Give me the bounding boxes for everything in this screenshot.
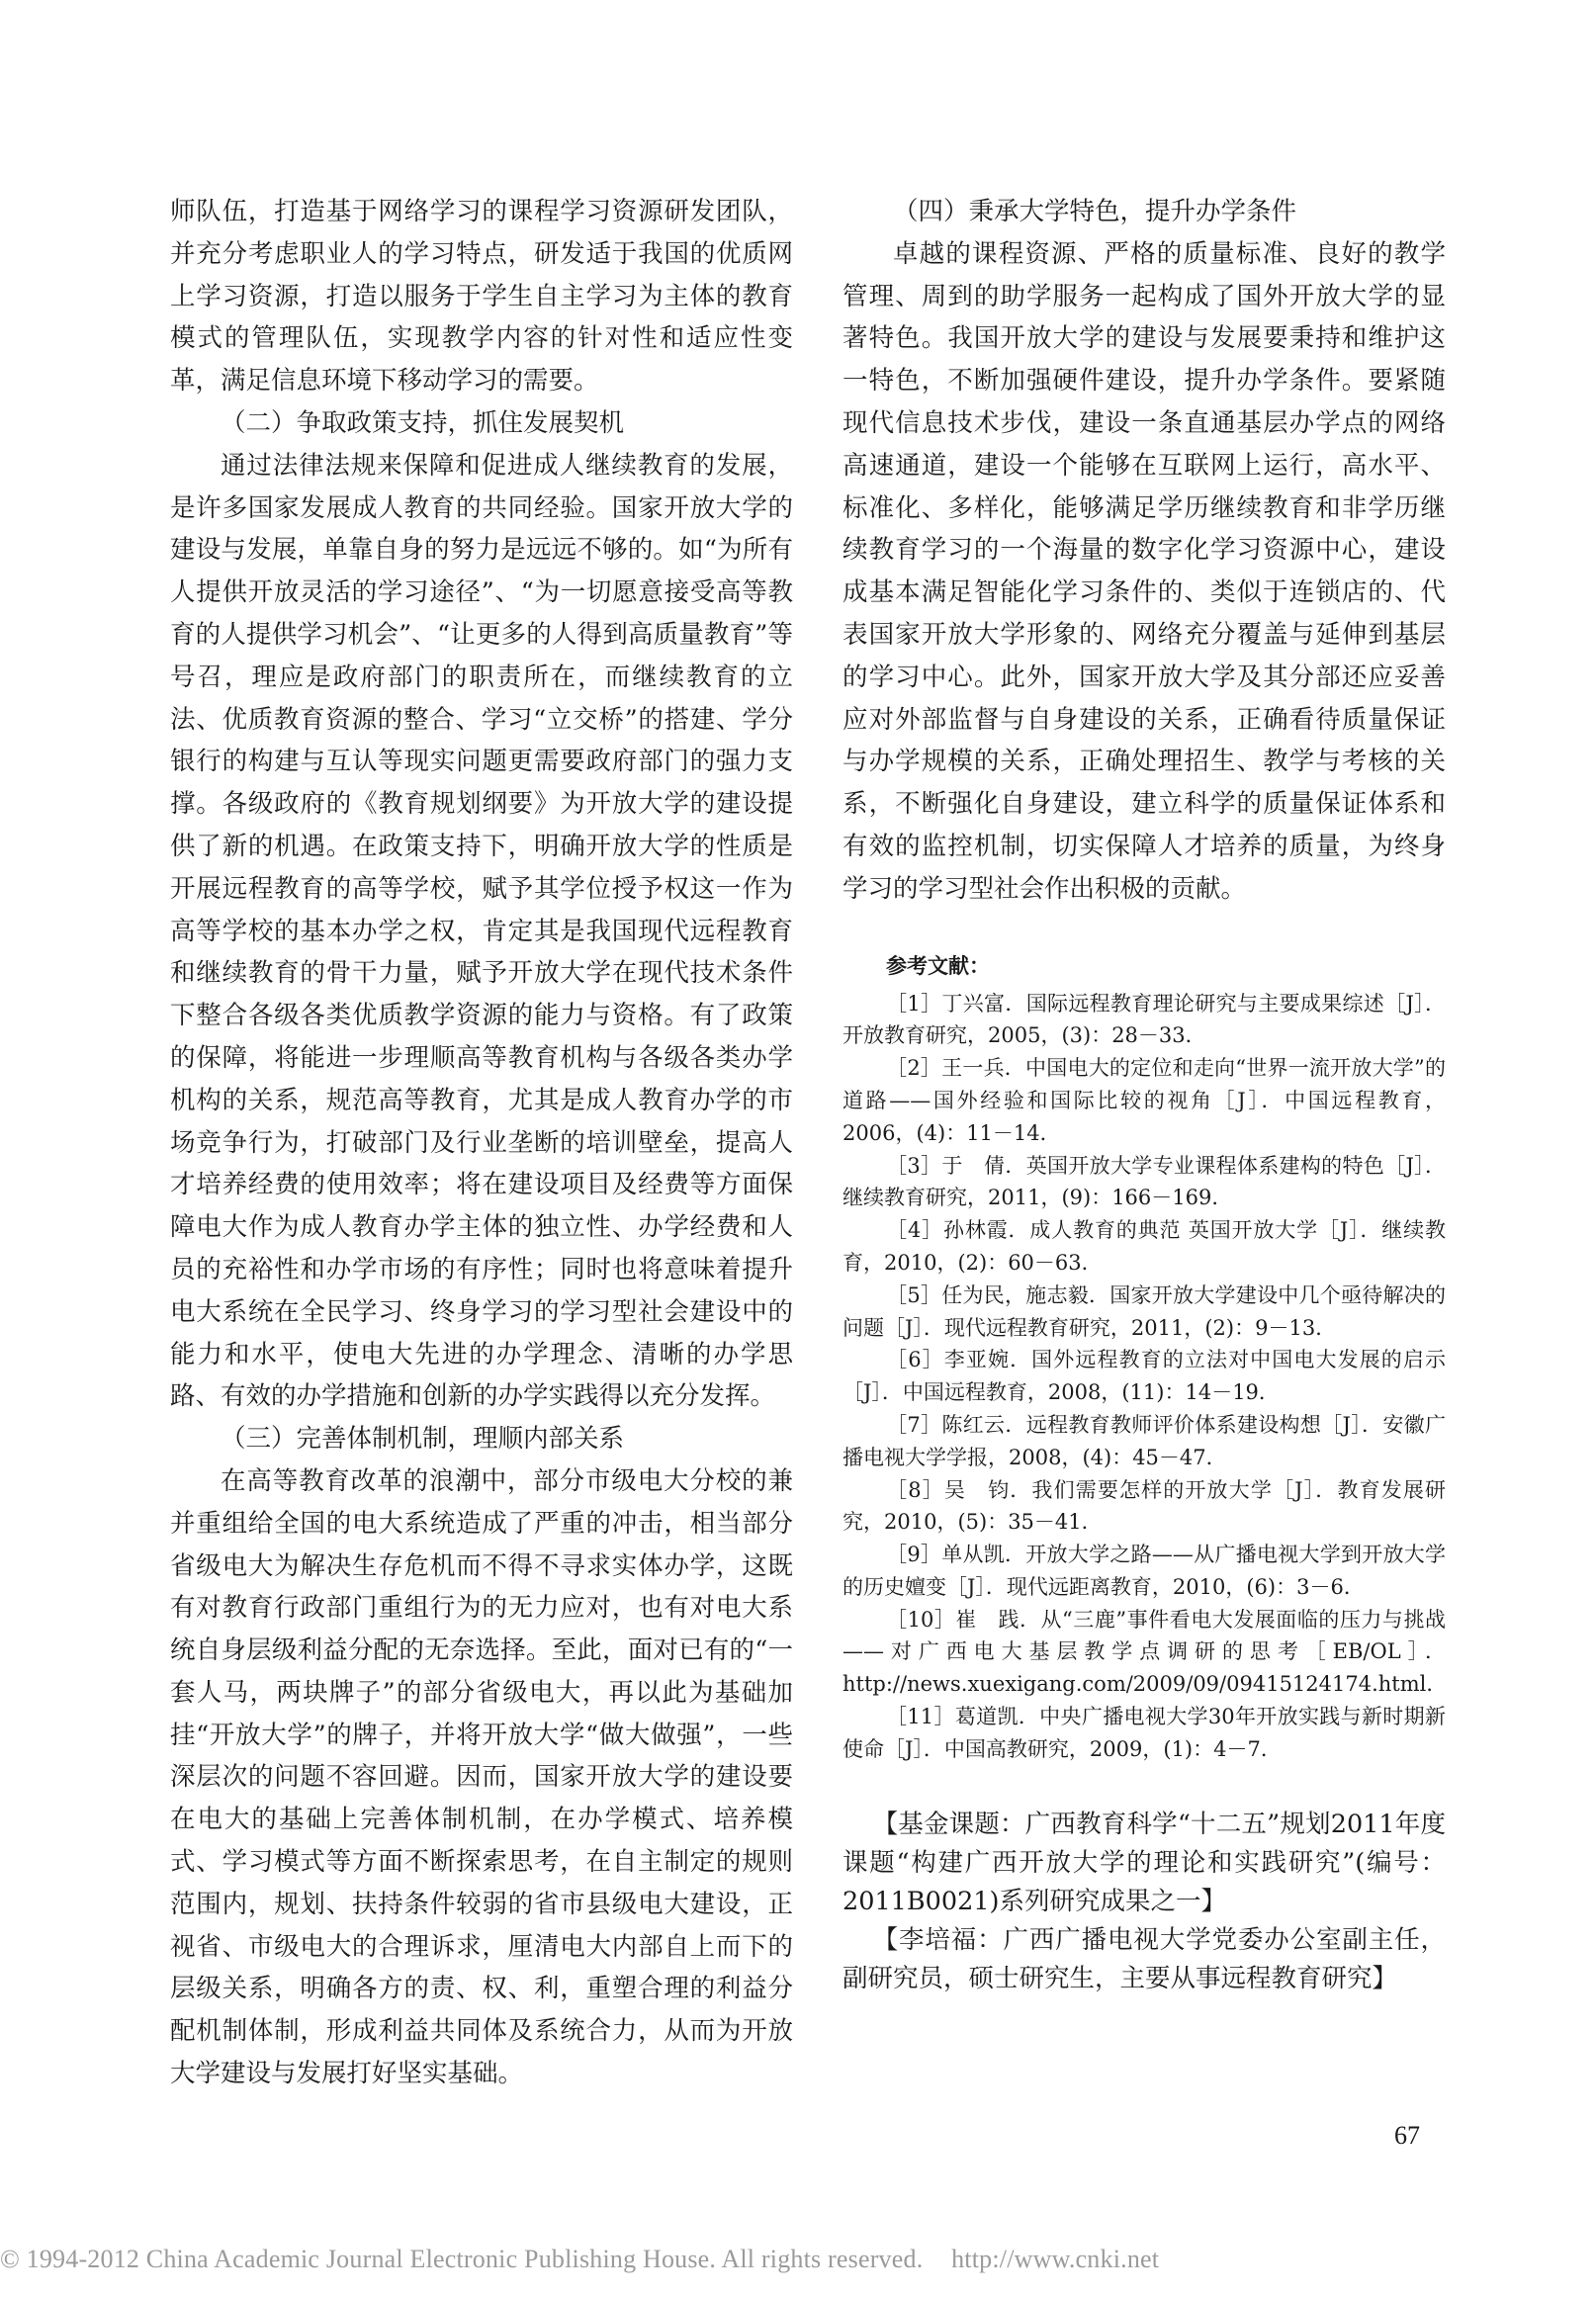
reference-item: ［1］丁兴富．国际远程教育理论研究与主要成果综述［J］．开放教育研究，2005，(3)：28－33．	[842, 991, 1446, 1048]
right-column	[842, 191, 1446, 1998]
footer-url: http://www.cnki.net	[951, 2245, 1160, 2273]
reference-item: ［9］单从凯．开放大学之路——从广播电视大学到开放大学的历史嬗变［J］．现代远距离教育，2010，(6)：3－6．	[842, 1543, 1446, 1599]
reference-item: ［3］于 倩．英国开放大学专业课程体系建构的特色［J］．继续教育研究，2011，(9)：166－169．	[842, 1153, 1446, 1210]
reference-item: ［11］葛道凯．中央广播电视大学30年开放实践与新时期新使命［J］．中国高教研究，2009，(1)：4－7．	[842, 1705, 1446, 1761]
funding-notes	[842, 1806, 1446, 1998]
paragraph-policy: 通过法律法规来保障和促进成人继续教育的发展，是许多国家发展成人教育的共同经验。国家开放大学的建设与发展，单靠自身的努力是远远不够的。如“为所有人提供开放灵活的学习途径”、“为一切愿意接受高等教育的人提供学习机会”、“让更多的人得到高质量教育”等号召，理应是政府部门的职责所在，而继续教育的立法、优质教育资源的整合、学习“立交桥”的搭建、学分银行的构建与互认等现实问题更需要政府部门的强力支撑。各级政府的《教育规划纲要》为开放大学的建设提供了新的机遇。在政策支持下，明确开放大学的性质是开展远程教育的高等学校，赋予其学位授予权这一作为高等学校的基本办学之权，肯定其是我国现代远程教育和继续教育的骨干力量，赋予开放大学在现代技术条件下整合各级各类优质教学资源的能力与资格。有了政策的保障，将能进一步理顺高等教育机构与各级各类办学机构的关系，规范高等教育，尤其是成人教育办学的市场竞争行为，打破部门及行业垄断的培训壁垒，提高人才培养经费的使用效率；将在建设项目及经费等方面保障电大作为成人教育办学主体的独立性、办学经费和人员的充裕性和办学市场的有序性；同时也将意味着提升电大系统在全民学习、终身学习的学习型社会建设中的能力和水平，使电大先进的办学理念、清晰的办学思路、有效的办学措施和创新的办学实践得以充分发挥。	[170, 450, 793, 1412]
section-heading-3: （三）完善体制机制，理顺内部关系	[221, 1424, 625, 1455]
copyright-text: © 1994-2012 China Academic Journal Electronic Publishing House. All rights reserved.	[0, 2245, 924, 2273]
section-heading-2: （二）争取政策支持，抓住发展契机	[221, 407, 625, 438]
reference-item: ［10］崔 践．从“三鹿”事件看电大发展面临的压力与挑战——对广西电大基层教学点调研的思考［EB/OL］．http://news.xuexigang.com/2009/09/09415124174.html．	[842, 1607, 1448, 1697]
page-number: 67	[1394, 2121, 1420, 2150]
author-note: 【李培福：广西广播电视大学党委办公室副主任，副研究员，硕士研究生，主要从事远程教育研究】	[842, 1924, 1446, 1993]
funding-note: 【基金课题：广西教育科学“十二五”规划2011年度课题“构建广西开放大学的理论和实践研究”(编号：2011B0021)系列研究成果之一】	[842, 1809, 1446, 1916]
reference-item: ［2］王一兵．中国电大的定位和走向“世界一流开放大学”的道路——国外经验和国际比较的视角［J］．中国远程教育，2006，(4)：11－14．	[842, 1056, 1446, 1145]
paragraph-institution: 在高等教育改革的浪潮中，部分市级电大分校的兼并重组给全国的电大系统造成了严重的冲击，相当部分省级电大为解决生存危机而不得不寻求实体办学，这既有对教育行政部门重组行为的无力应对，也有对电大系统自身层级利益分配的无奈选择。至此，面对已有的“一套人马，两块牌子”的部分省级电大，再以此为基础加挂“开放大学”的牌子，并将开放大学“做大做强”，一些深层次的问题不容回避。因而，国家开放大学的建设要在电大的基础上完善体制机制，在办学模式、培养模式、学习模式等方面不断探索思考，在自主制定的规则范围内，规划、扶持条件较弱的省市县级电大建设，正视省、市级电大的合理诉求，厘清电大内部自上而下的层级关系，明确各方的责、权、利，重塑合理的利益分配机制体制，形成利益共同体及系统合力，从而为开放大学建设与发展打好坚实基础。	[170, 1465, 793, 2089]
reference-item: ［6］李亚婉．国外远程教育的立法对中国电大发展的启示［J］．中国远程教育，2008，(11)：14－19．	[842, 1348, 1446, 1405]
reference-item: ［8］吴 钧．我们需要怎样的开放大学［J］．教育发展研究，2010，(5)：35－41．	[842, 1477, 1446, 1535]
paragraph-continued: 师队伍，打造基于网络学习的课程学习资源研发团队，并充分考虑职业人的学习特点，研发适于我国的优质网上学习资源，打造以服务于学生自主学习为主体的教育模式的管理队伍，实现教学内容的针对性和适应性变革，满足信息环境下移动学习的需要。	[170, 197, 793, 397]
copyright-footer	[0, 2245, 1596, 2274]
references	[842, 950, 1446, 1766]
reference-item: ［4］孙林霞．成人教育的典范 英国开放大学［J］．继续教育，2010，(2)：60－63．	[842, 1218, 1446, 1275]
reference-item: ［5］任为民，施志毅．国家开放大学建设中几个亟待解决的问题［J］．现代远程教育研究，2011，(2)：9－13．	[842, 1282, 1446, 1340]
reference-item: ［7］陈红云．远程教育教师评价体系建设构想［J］．安徽广播电视大学学报，2008，(4)：45－47．	[842, 1412, 1446, 1469]
references-title: 参考文献：	[886, 952, 990, 978]
left-column	[170, 191, 793, 2095]
paragraph-characteristics: 卓越的课程资源、严格的质量标准、良好的教学管理、周到的助学服务一起构成了国外开放大学的显著特色。我国开放大学的建设与发展要秉持和维护这一特色，不断加强硬件建设，提升办学条件。要紧随现代信息技术步伐，建设一条直通基层办学点的网络高速通道，建设一个能够在互联网上运行，高水平、标准化、多样化，能够满足学历继续教育和非学历继续教育学习的一个海量的数字化学习资源中心，建设成基本满足智能化学习条件的、类似于连锁店的、代表国家开放大学形象的、网络充分覆盖与延伸到基层的学习中心。此外，国家开放大学及其分部还应妥善应对外部监督与自身建设的关系，正确看待质量保证与办学规模的关系，正确处理招生、教学与考核的关系，不断强化自身建设，建立科学的质量保证体系和有效的监控机制，切实保障人才培养的质量，为终身学习的学习型社会作出积极的贡献。	[842, 238, 1446, 904]
section-heading-4: （四）秉承大学特色，提升办学条件	[893, 197, 1297, 226]
